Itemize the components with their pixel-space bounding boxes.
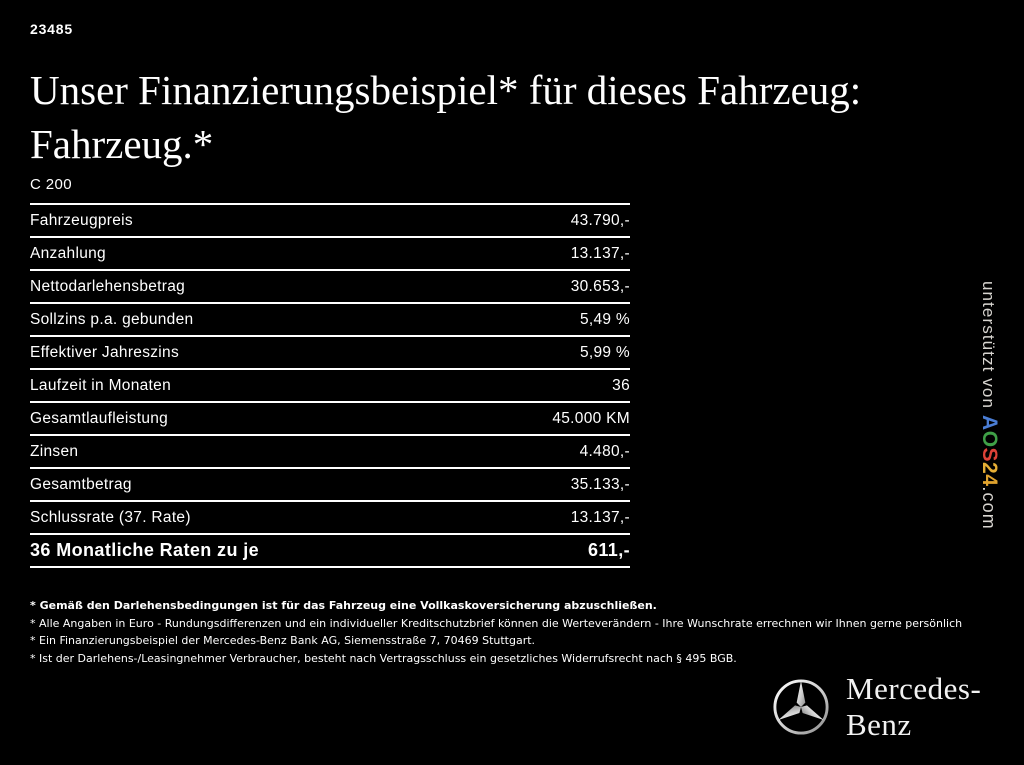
sponsor-brand-letter: A (978, 415, 1001, 431)
footnote: * Alle Angaben in Euro - Rundungsdifferenzen und ein individueller Kreditschutzbrief können die Werteverändern - Ihre Wunschrate errechnen wir Ihnen gerne persönlich (30, 616, 963, 630)
financing-table (30, 203, 630, 568)
row-value: 45.000 KM (552, 409, 630, 427)
sponsor-vertical-text (977, 281, 1001, 530)
footnotes (30, 597, 980, 667)
sponsor-prefix: unterstützt von (979, 281, 998, 410)
row-value: 35.133,- (570, 475, 630, 493)
row-label: Schlussrate (37. Rate) (30, 508, 191, 526)
footnote: * Ist der Darlehens-/Leasingnehmer Verbraucher, besteht nach Vertragsschluss ein gesetzliches Widerrufsrecht nach § 495 BGB. (30, 651, 737, 665)
table-row (30, 203, 630, 236)
table-row (30, 434, 630, 467)
row-label: Sollzins p.a. gebunden (30, 310, 194, 328)
table-row (30, 236, 630, 269)
table-row (30, 500, 630, 533)
row-value: 4.480,- (579, 442, 630, 460)
sponsor-brand-letter: S (978, 447, 1001, 463)
mercedes-benz-logo (772, 671, 1024, 742)
row-value: 13.137,- (570, 244, 630, 262)
row-value: 43.790,- (570, 211, 630, 229)
row-value: 13.137,- (570, 508, 630, 526)
row-value: 611,- (587, 540, 630, 560)
mercedes-star-icon (772, 678, 830, 736)
sponsor-brand-letter: O (978, 430, 1001, 448)
table-row (30, 302, 630, 335)
page-title-line2: Fahrzeug.* (30, 121, 214, 167)
row-label: Effektiver Jahreszins (30, 343, 180, 361)
mercedes-benz-wordmark: Mercedes-Benz (846, 671, 982, 742)
row-value: 36 (612, 376, 630, 394)
row-label: Nettodarlehensbetrag (30, 277, 186, 295)
footnote: * Ein Finanzierungsbeispiel der Mercedes-Benz Bank AG, Siemensstraße 7, 70469 Stuttgart. (30, 634, 536, 647)
page-title-line1: Unser Finanzierungsbeispiel* für dieses Fahrzeug: (30, 67, 862, 113)
row-label: Anzahlung (30, 244, 106, 262)
table-row (30, 368, 630, 401)
table-row (30, 269, 630, 302)
row-label: Gesamtbetrag (30, 475, 132, 493)
row-value: 5,99 % (579, 343, 630, 361)
row-label: Laufzeit in Monaten (30, 376, 171, 394)
document-number: 23485 (30, 21, 73, 37)
footnote: * Gemäß den Darlehensbedingungen ist für das Fahrzeug eine Vollkaskoversicherung abzuschließen. (30, 599, 657, 612)
row-label: Gesamtlaufleistung (30, 409, 169, 427)
table-row (30, 335, 630, 368)
row-label: Fahrzeugpreis (30, 211, 133, 229)
sponsor-brand-letter: 2 (978, 462, 1001, 475)
vehicle-model: C 200 (30, 176, 73, 193)
table-row (30, 401, 630, 434)
row-label: 36 Monatliche Raten zu je (30, 540, 260, 560)
table-row (30, 467, 630, 500)
sponsor-brand-letter: 4 (978, 474, 1001, 487)
sponsor-domain-suffix: .com (979, 486, 999, 530)
table-row-total (30, 533, 630, 568)
row-value: 30.653,- (570, 277, 630, 295)
page-title (30, 63, 990, 171)
row-value: 5,49 % (579, 310, 630, 328)
row-label: Zinsen (30, 442, 79, 460)
